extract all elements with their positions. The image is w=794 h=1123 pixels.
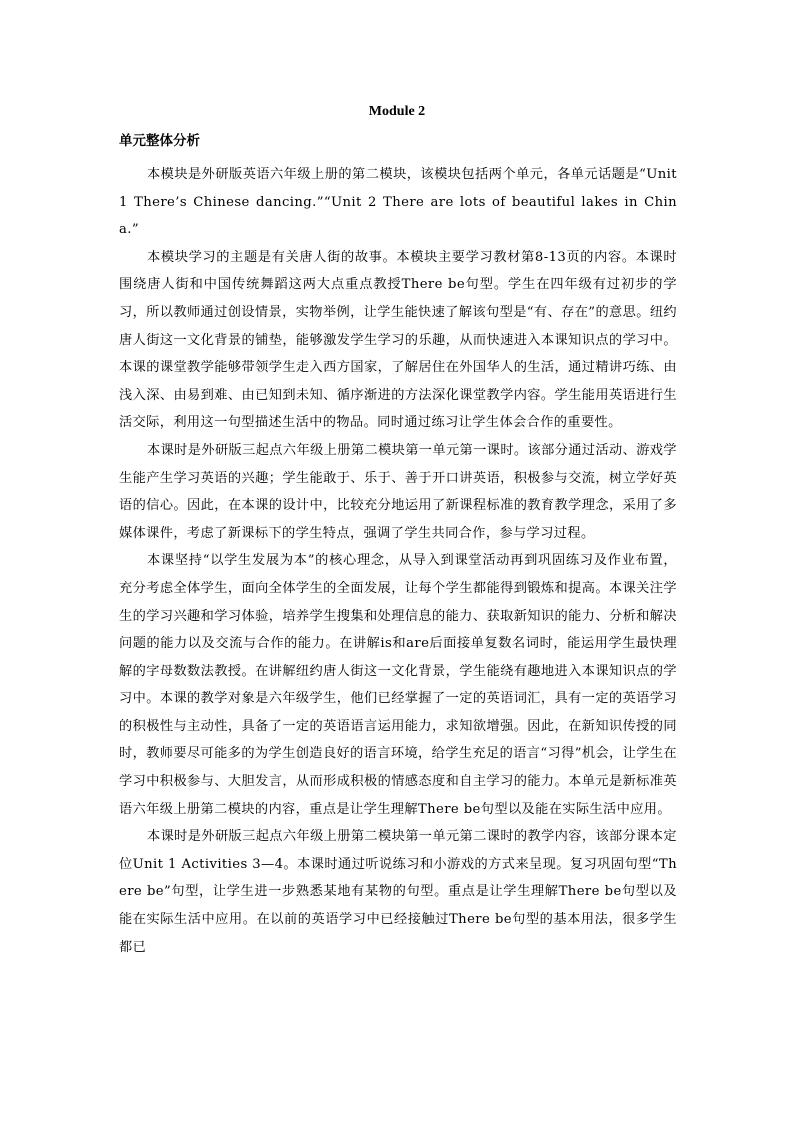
document-body: [119, 161, 677, 961]
paragraph-3: 本课时是外研版三起点六年级上册第二模块第一单元第一课时。该部分通过活动、游戏学生能产生学习英语的兴趣；学生能敢于、乐于、善于开口讲英语，积极参与交流，树立学好英语的信心。因此，在本课的设计中，比较充分地运用了新课程标准的教育教学理念，采用了多媒体课件，考虑了新课标下的学生特点，强调了学生共同合作，参与学习过程。: [119, 442, 677, 541]
document-title: Module 2: [368, 104, 426, 119]
section-heading: 单元整体分析: [119, 133, 200, 149]
paragraph-1: 本模块是外研版英语六年级上册的第二模块，该模块包括两个单元，各单元话题是“Unit 1 There’s Chinese dancing.”“Unit 2 There are lots of beautiful lakes in China.”: [119, 167, 677, 238]
paragraph-2: 本模块学习的主题是有关唐人街的故事。本模块主要学习教材第8-13页的内容。本课时围绕唐人街和中国传统舞蹈这两大点重点教授There be句型。学生在四年级有过初步的学习，所以教师通过创设情景，实物举例，让学生能快速了解该句型是“有、存在”的意思。纽约唐人街这一文化背景的铺垫，能够激发学生学习的乐趣，从而快速进入本课知识点的学习中。本课的课堂教学能够带领学生走入西方国家，了解居住在外国华人的生活，通过精讲巧练、由浅入深、由易到难、由已知到未知、循序渐进的方法深化课堂教学内容。学生能用英语进行生活交际，利用这一句型描述生活中的物品。同时通过练习让学生体会合作的重要性。: [119, 249, 677, 431]
paragraph-4: 本课坚持“以学生发展为本”的核心理念，从导入到课堂活动再到巩固练习及作业布置，充分考虑全体学生，面向全体学生的全面发展，让每个学生都能得到锻炼和提高。本课关注学生的学习兴趣和学习体验，培养学生搜集和处理信息的能力、获取新知识的能力、分析和解决问题的能力以及交流与合作的能力。在讲解is和are后面接单复数名词时，能运用学生最快理解的字母数数法教授。在讲解纽约唐人街这一文化背景，学生能绕有趣地进入本课知识点的学习中。本课的教学对象是六年级学生，他们已经掌握了一定的英语词汇，具有一定的英语学习的积极性与主动性，具备了一定的英语语言运用能力，求知欲增强。因此，在新知识传授的同时，教师要尽可能多的为学生创造良好的语言环境，给学生充足的语言“习得”机会，让学生在学习中积极参与、大胆发言，从而形成积极的情感态度和自主学习的能力。本单元是新标准英语六年级上册第二模块的内容，重点是让学生理解There be句型以及能在实际生活中应用。: [119, 553, 677, 817]
paragraph-5: 本课时是外研版三起点六年级上册第二模块第一单元第二课时的教学内容，该部分课本定位Unit 1 Activities 3—4。本课时通过听说练习和小游戏的方式来呈现。复习巩固句型“There be”句型，让学生进一步熟悉某地有某物的句型。重点是让学生理解There be句型以及能在实际生活中应用。在以前的英语学习中已经接触过There be句型的基本用法，很多学生都已: [119, 829, 677, 955]
